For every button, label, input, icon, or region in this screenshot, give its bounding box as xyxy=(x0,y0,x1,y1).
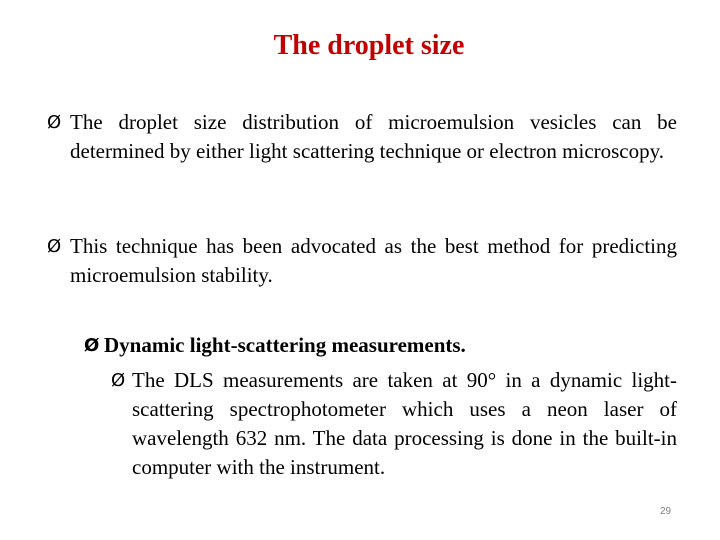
slide-title: The droplet size xyxy=(273,30,465,61)
page-number: 29 xyxy=(660,506,672,517)
bullet-dls-measurement-details xyxy=(111,366,677,482)
arrow-bullet-icon: Ø xyxy=(47,112,62,133)
bullet-text: The DLS measurements are taken at 90° in a dynamic light-scattering spectrophotometer which uses a neon laser of wavelength 632 nm. The data processing is done in the built-in computer with the instrument. xyxy=(132,368,677,479)
bullet-technique-advocated xyxy=(47,232,677,290)
arrow-bullet-icon: Ø xyxy=(84,335,100,356)
bullet-droplet-size-distribution xyxy=(47,108,677,166)
bullet-text: Dynamic light-scattering measurements. xyxy=(104,333,466,357)
arrow-bullet-icon: Ø xyxy=(111,370,126,391)
arrow-bullet-icon: Ø xyxy=(47,236,62,257)
bullet-dls-heading xyxy=(84,331,677,360)
bullet-text: This technique has been advocated as the best method for predicting microemulsion stability. xyxy=(70,234,677,287)
bullet-text: The droplet size distribution of microemulsion vesicles can be determined by either light scattering technique or electron microscopy. xyxy=(70,110,677,163)
